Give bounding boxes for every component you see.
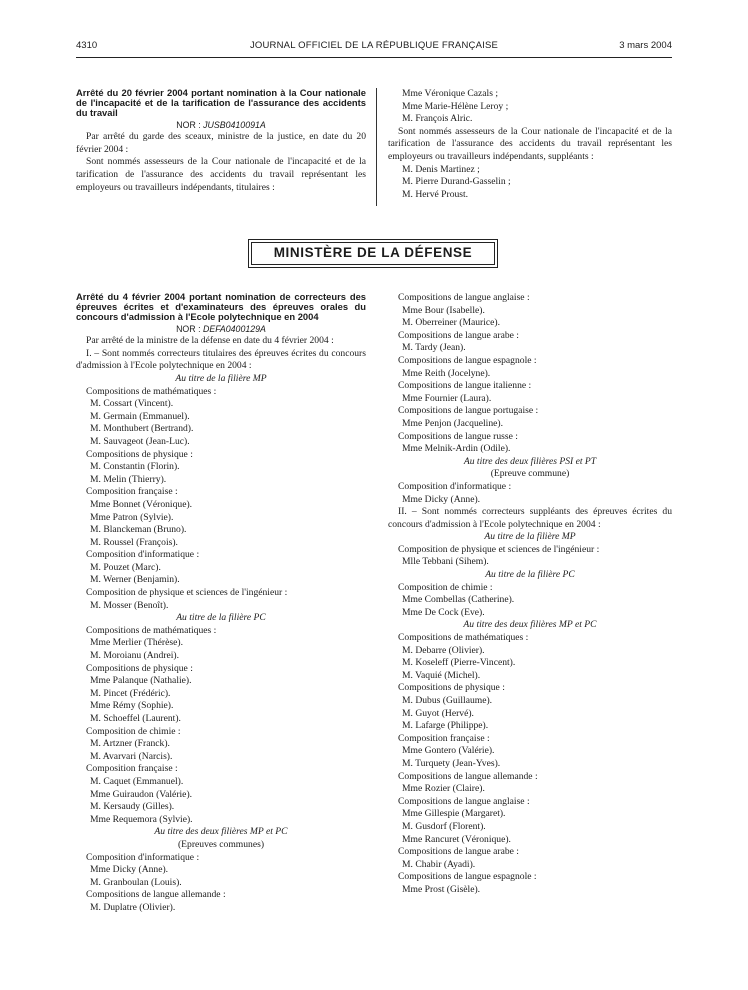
person-name: M. Lafarge (Philippe). xyxy=(402,720,489,732)
person-name: M. Koseleff (Pierre-Vincent). xyxy=(402,657,516,669)
section-subheading: (Epreuves communes) xyxy=(177,838,265,850)
person-name: M. Pouzet (Marc). xyxy=(90,561,161,573)
subject-label: Composition de physique et sciences de l'ingénieur : xyxy=(86,587,288,599)
person-name: Mme Prost (Gisèle). xyxy=(402,883,481,895)
article-title: Arrêté du 4 février 2004 portant nomination de correcteurs des épreuves écrites et d'examinateurs des épreuves orales du concours d'admission à l'Ecole polytechnique en 2004 xyxy=(76,291,366,323)
appointee-list xyxy=(76,625,366,827)
person-name: Mme Melnik-Ardin (Odile). xyxy=(402,443,511,455)
subject-label: Composition d'informatique : xyxy=(86,851,200,863)
person-name: M. Pierre Durand-Gasselin ; xyxy=(402,176,511,188)
person-name: M. Mosser (Benoît). xyxy=(90,599,169,611)
person-name: M. Granboulan (Louis). xyxy=(90,876,182,888)
subject-label: Compositions de langue espagnole : xyxy=(398,354,537,366)
appointee-list xyxy=(76,386,366,613)
person-name: Mme Rancuret (Véronique). xyxy=(402,833,511,845)
person-name: Mme Combellas (Catherine). xyxy=(402,594,515,606)
journal-title: JOURNAL OFFICIEL DE LA RÉPUBLIQUE FRANÇAISE xyxy=(249,40,499,51)
person-name: Mlle Tebbani (Sihem). xyxy=(402,556,489,568)
person-name: Mme Bonnet (Véronique). xyxy=(90,498,193,510)
column-divider xyxy=(376,88,377,206)
person-name: M. Pincet (Frédéric). xyxy=(90,687,171,699)
nor-reference xyxy=(76,119,366,132)
subject-label: Composition de physique et sciences de l'ingénieur : xyxy=(398,543,600,555)
person-name: M. Constantin (Florin). xyxy=(90,461,180,473)
section-heading: Au titre de la filière PC xyxy=(176,612,266,624)
subject-label: Compositions de langue portugaise : xyxy=(398,405,539,417)
person-name: M. Cossart (Vincent). xyxy=(90,398,174,410)
paragraph: Par arrêté de la ministre de la défense en date du 4 février 2004 : xyxy=(86,335,334,347)
person-name: Mme Patron (Sylvie). xyxy=(90,511,174,523)
header-rule xyxy=(76,57,672,58)
section-heading: Au titre de la filière MP xyxy=(175,372,267,384)
article-title: Arrêté du 20 février 2004 portant nomination à la Cour nationale de l'incapacité et de la tarification de l'assurance des accidents du travail xyxy=(76,87,366,119)
subject-label: Composition d'informatique : xyxy=(86,549,200,561)
section-heading: Au titre de la filière MP xyxy=(484,531,576,543)
subject-label: Compositions de langue espagnole : xyxy=(398,871,537,883)
person-name: M. François Alric. xyxy=(402,113,473,125)
person-name: Mme Rémy (Sophie). xyxy=(90,700,174,712)
appointee-list xyxy=(388,292,672,456)
person-name: M. Tardy (Jean). xyxy=(402,342,466,354)
issue-date: 3 mars 2004 xyxy=(619,40,672,51)
subject-label: Compositions de physique : xyxy=(398,682,505,694)
subject-label: Compositions de langue arabe : xyxy=(398,846,519,858)
paragraph: II. – Sont nommés correcteurs suppléants des épreuves écrites du concours d'admission à l'Ecole polytechnique en 2004 : xyxy=(388,506,672,530)
person-name: M. Artzner (Franck). xyxy=(90,738,170,750)
person-name: Mme Gillespie (Margaret). xyxy=(402,808,506,820)
person-name: M. Kersaudy (Gilles). xyxy=(90,801,175,813)
article-defense xyxy=(76,292,366,915)
person-name: Mme Bour (Isabelle). xyxy=(402,304,485,316)
person-name: M. Oberreiner (Maurice). xyxy=(402,317,501,329)
person-name: M. Germain (Emmanuel). xyxy=(90,410,190,422)
subject-label: Compositions de physique : xyxy=(86,662,193,674)
person-name: Mme Palanque (Nathalie). xyxy=(90,675,192,687)
nor-label: NOR : xyxy=(176,119,204,130)
person-name: M. Hervé Proust. xyxy=(402,188,469,200)
subject-label: Composition de chimie : xyxy=(398,581,493,593)
person-name: Mme Dicky (Anne). xyxy=(402,493,481,505)
assessor-list xyxy=(388,88,672,126)
subject-label: Compositions de mathématiques : xyxy=(86,624,217,636)
ministry-heading-box xyxy=(248,239,498,268)
person-name: Mme Rozier (Claire). xyxy=(402,783,485,795)
person-name: Mme Véronique Cazals ; xyxy=(402,88,499,99)
person-name: M. Caquet (Emmanuel). xyxy=(90,775,184,787)
appointee-list xyxy=(388,582,672,620)
subject-label: Composition française : xyxy=(398,732,490,744)
paragraph: Sont nommés assesseurs de la Cour nationale de l'incapacité et de la tarification de l'assurance des accidents du travail représentant les employeurs ou travailleurs indépendants, suppléants : xyxy=(388,125,672,162)
person-name: M. Denis Martinez ; xyxy=(402,163,480,175)
nor-code: DEFA0400129A xyxy=(202,323,266,334)
page-number: 4310 xyxy=(76,40,98,51)
section-heading: Au titre des deux filières PSI et PT xyxy=(463,455,597,467)
person-name: Mme Reith (Jocelyne). xyxy=(402,367,491,379)
appointee-list xyxy=(76,852,366,915)
running-header xyxy=(0,40,748,56)
person-name: M. Moroianu (Andrei). xyxy=(90,650,179,662)
person-name: M. Sauvageot (Jean-Luc). xyxy=(90,435,190,447)
section-subheading: (Epreuve commune) xyxy=(490,468,570,480)
subject-label: Composition d'informatique : xyxy=(398,480,512,492)
appointee-list xyxy=(388,481,672,506)
person-name: M. Avarvari (Narcis). xyxy=(90,750,173,762)
subject-label: Compositions de mathématiques : xyxy=(398,632,529,644)
person-name: M. Monthubert (Bertrand). xyxy=(90,423,194,435)
person-name: M. Melin (Thierry). xyxy=(90,473,167,485)
person-name: M. Werner (Benjamin). xyxy=(90,574,180,586)
article-justice-continued xyxy=(388,88,672,201)
section-heading: Au titre des deux filières MP et PC xyxy=(463,619,597,631)
person-name: M. Turquety (Jean-Yves). xyxy=(402,757,501,769)
person-name: M. Dubus (Guillaume). xyxy=(402,695,493,706)
appointee-list xyxy=(388,544,672,569)
person-name: Mme Dicky (Anne). xyxy=(90,864,169,876)
nor-reference xyxy=(76,323,366,336)
person-name: Mme Marie-Hélène Leroy ; xyxy=(402,100,509,112)
person-name: Mme Penjon (Jacqueline). xyxy=(402,417,503,429)
subject-label: Compositions de langue allemande : xyxy=(86,889,226,901)
paragraph: Sont nommés assesseurs de la Cour nationale de l'incapacité et de la tarification de l'assurance des accidents du travail représentant les employeurs ou travailleurs indépendants, titulaires : xyxy=(76,156,366,193)
person-name: Mme Guiraudon (Valérie). xyxy=(90,788,193,800)
subject-label: Compositions de langue allemande : xyxy=(398,770,538,782)
person-name: Mme De Cock (Eve). xyxy=(402,606,485,618)
person-name: M. Roussel (François). xyxy=(90,536,178,548)
person-name: M. Guyot (Hervé). xyxy=(402,707,474,719)
section-heading: Au titre de la filière PC xyxy=(485,569,575,581)
person-name: Mme Gontero (Valérie). xyxy=(402,745,495,757)
subject-label: Compositions de physique : xyxy=(86,448,193,460)
article-defense-continued xyxy=(388,292,672,897)
assessor-list xyxy=(388,164,672,202)
person-name: M. Chabir (Ayadi). xyxy=(402,858,476,870)
nor-label: NOR : xyxy=(176,323,203,334)
subject-label: Compositions de langue anglaise : xyxy=(398,292,530,303)
person-name: M. Schoeffel (Laurent). xyxy=(90,713,181,725)
person-name: M. Gusdorf (Florent). xyxy=(402,820,486,832)
subject-label: Compositions de langue russe : xyxy=(398,430,518,442)
person-name: M. Debarre (Olivier). xyxy=(402,644,485,656)
paragraph: Par arrêté du garde des sceaux, ministre de la justice, en date du 20 février 2004 : xyxy=(76,131,366,155)
person-name: Mme Requemora (Sylvie). xyxy=(90,813,193,825)
person-name: M. Blanckeman (Bruno). xyxy=(90,524,187,536)
subject-label: Composition française : xyxy=(86,486,178,498)
article-justice xyxy=(76,88,366,194)
subject-label: Composition française : xyxy=(86,763,178,775)
person-name: M. Duplatre (Olivier). xyxy=(90,901,176,913)
section-heading: Au titre des deux filières MP et PC xyxy=(154,826,288,838)
ministry-heading: MINISTÈRE DE LA DÉFENSE xyxy=(251,242,495,265)
subject-label: Compositions de langue anglaise : xyxy=(398,795,530,807)
person-name: Mme Merlier (Thérèse). xyxy=(90,637,183,649)
subject-label: Compositions de langue italienne : xyxy=(398,380,532,392)
appointee-list xyxy=(388,632,672,896)
subject-label: Compositions de langue arabe : xyxy=(398,329,519,341)
paragraph: I. – Sont nommés correcteurs titulaires des épreuves écrites du concours d'admission à l'Ecole polytechnique en 2004 : xyxy=(76,347,366,372)
person-name: M. Vaquié (Michel). xyxy=(402,669,481,681)
nor-code: JUSB0410091A xyxy=(203,119,266,130)
subject-label: Composition de chimie : xyxy=(86,725,181,737)
person-name: Mme Fournier (Laura). xyxy=(402,392,492,404)
subject-label: Compositions de mathématiques : xyxy=(86,385,217,397)
